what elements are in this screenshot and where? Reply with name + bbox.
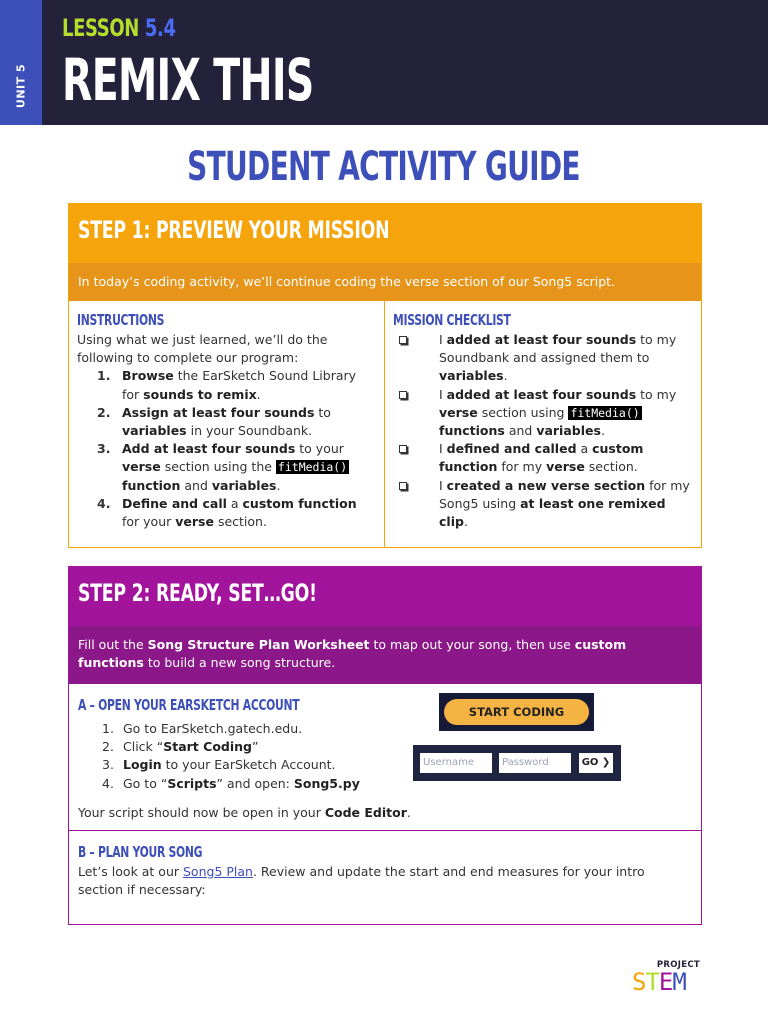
lesson-title: REMIX THIS [62,46,314,114]
start-coding-screenshot [439,693,594,731]
instructions-heading: INSTRUCTIONS [77,311,165,329]
section-a-item: 3. Login to your EarSketch Account. [102,756,692,774]
checklist-item: I defined and called a custom function for my verse section. [395,440,693,476]
checklist-column [385,301,701,547]
checklist-item: I added at least four sounds to my verse section using fitMedia() functions and variables. [395,386,693,441]
guide-title: STUDENT ACTIVITY GUIDE [187,144,581,190]
instruction-item: 3. Add at least four sounds to your verse section using the fitMedia() function and variables. [97,441,348,493]
logo-letter: E [658,968,673,996]
instructions-list [97,367,376,531]
section-b [69,831,701,924]
step-1-title: STEP 1: PREVIEW YOUR MISSION [78,216,390,244]
instruction-item: 1. Browse the EarSketch Sound Library for sounds to remix. [97,368,357,402]
checkbox-icon[interactable] [399,336,407,344]
logo-letter: S [632,968,646,996]
code-snippet: fitMedia() [570,405,640,420]
section-a-heading: A – OPEN YOUR EARSKETCH ACCOUNT [78,696,300,714]
checklist-item: I created a new verse section for my Song5 using at least one remixed clip. [395,477,693,532]
step-2-header [69,567,701,626]
song5-plan-link[interactable]: Song5 Plan [183,864,253,879]
instruction-item: 2. Assign at least four sounds to variables in your Soundbank. [97,404,331,439]
step-1-intro: In today’s coding activity, we’ll continue coding the verse section of our Song5 script. [69,263,701,301]
lesson-header [0,0,768,125]
logo-letter: M [672,968,686,996]
section-a-item: 1. Go to EarSketch.gatech.edu. [102,720,692,738]
login-screenshot [413,745,621,781]
checkbox-icon[interactable] [399,391,407,399]
section-b-text: Let’s look at our Song5 Plan. Review and update the start and end measures for your intro section if necessary: [78,864,645,898]
item-number: 3. [97,441,111,457]
step-1-box [68,203,702,548]
lesson-word: LESSON [62,14,140,42]
password-field[interactable]: Password [499,753,571,773]
unit-tab [0,0,42,125]
instruction-item: 4. Define and call a custom function for your verse section. [97,495,357,530]
step-2-box [68,566,702,925]
code-snippet: fitMedia() [277,460,348,475]
section-a-note: Your script should now be open in your Code Editor. [78,804,411,820]
logo-letter: T [645,968,659,996]
item-number: 2. [97,404,111,420]
step-2-title: STEP 2: READY, SET…GO! [78,579,317,607]
item-number: 4. [102,775,114,791]
section-a-item: 2. Click “Start Coding” [102,738,692,756]
username-field[interactable]: Username [420,753,492,773]
checkbox-icon[interactable] [399,482,407,490]
lesson-num: 5.4 [144,14,176,42]
section-a [69,684,701,831]
section-a-item: 4. Go to “Scripts” and open: Song5.py [102,775,692,793]
checklist-list [395,331,693,531]
lesson-number [62,14,176,42]
checkbox-icon[interactable] [399,445,407,453]
go-button[interactable]: GO ❯ [579,753,613,773]
item-number: 2. [102,739,114,755]
step-1-body [69,301,701,547]
instructions-lead: Using what we just learned, we’ll do the following to complete our program: [77,332,328,366]
item-number: 3. [102,757,114,773]
instructions-column [69,301,385,547]
project-stem-logo [632,960,700,996]
item-number: 1. [102,721,114,736]
step-2-intro: Fill out the Song Structure Plan Worksheet to map out your song, then use custom functions to build a new song structure. [69,626,701,684]
logo-stem-text [632,969,686,995]
step-1-header [69,204,701,263]
checklist-item: I added at least four sounds to my Soundbank and assigned them to variables. [395,331,693,386]
item-number: 4. [97,495,111,511]
item-number: 1. [97,368,111,384]
checklist-heading: MISSION CHECKLIST [393,311,511,329]
start-coding-button[interactable]: START CODING [444,699,589,725]
unit-label: UNIT 5 [14,63,28,109]
logo-project-text: PROJECT [656,960,700,970]
section-b-heading: B – PLAN YOUR SONG [78,843,203,861]
